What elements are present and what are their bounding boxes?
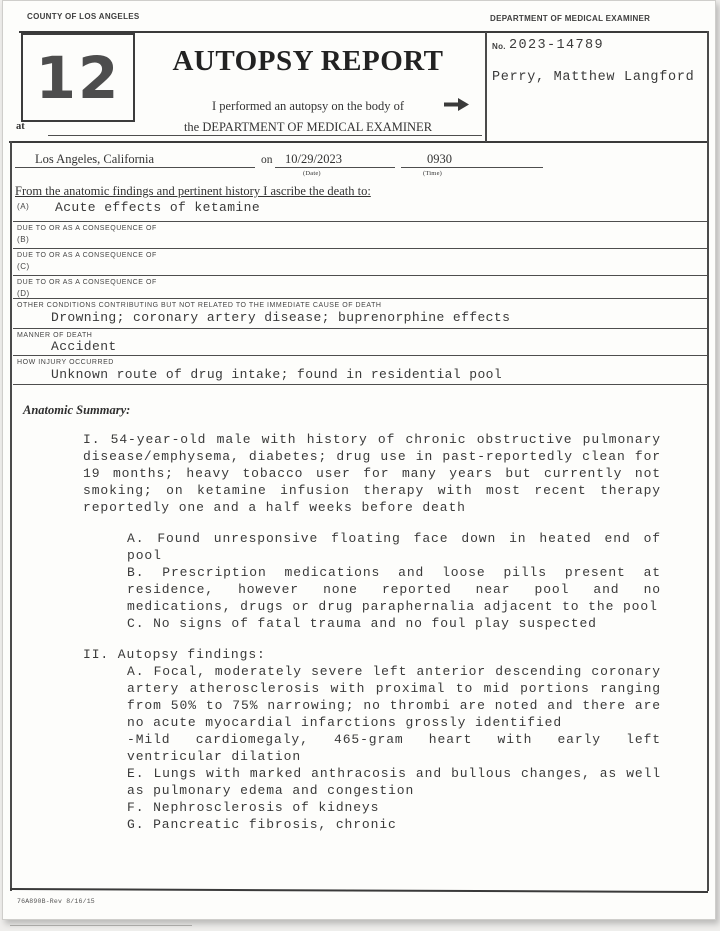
ascribe-line: From the anatomic findings and pertinent history I ascribe the death to: [15,184,371,198]
case-number: 2023-14789 [509,38,605,53]
summary-item: II. Autopsy findings: [83,647,266,662]
report-title: AUTOPSY REPORT [172,45,444,77]
due-to-label-b: DUE TO OR AS A CONSEQUENCE OF [17,225,157,232]
at-label: at [16,121,25,132]
divider [13,328,709,329]
divider [13,355,709,356]
cause-c-label: (C) [17,262,30,271]
scan-artifact-line [10,925,192,926]
divider [13,221,709,222]
time-value: 0930 [427,152,452,166]
summary-item: C. No signs of fatal trauma and no foul play suspected [127,616,597,631]
header-bottom-divider [9,141,709,143]
manner-of-death-label: MANNER OF DEATH [17,332,93,339]
how-injury-value: Unknown route of drug intake; found in residential pool [51,367,503,382]
summary-item: B. Prescription medications and loose pills present at residence, however none reported near pool and no medications, drugs or drug paraphernalia adjacent to the pool [127,565,661,614]
how-injury-label: HOW INJURY OCCURRED [17,359,114,366]
decedent-name: Perry, Matthew Langford [492,70,695,85]
performed-line: I performed an autopsy on the body of [212,99,404,113]
case-number-label: No. [492,42,506,51]
summary-item: I. 54-year-old male with history of chronic obstructive pulmonary disease/emphysema, diabetes; drug use in past-reportedly clean for 19 months; heavy tobacco user for many years but currently not smoking; on ketamine infusion therapy with most recent therapy reportedly one and a half weeks before death [83,432,661,515]
summary-item: A. Found unresponsive floating face down in heated end of pool [127,531,661,563]
cause-a-label: (A) [17,202,30,211]
due-to-label-c: DUE TO OR AS A CONSEQUENCE OF [17,252,157,259]
summary-item: E. Lungs with marked anthracosis and bullous changes, as well as pulmonary edema and congestion [127,766,661,798]
due-to-label-d: DUE TO OR AS A CONSEQUENCE OF [17,279,157,286]
form-footer: 76A890B-Rev 8/16/15 [17,898,95,905]
form-number-box [21,33,135,122]
date-caption: (Date) [303,170,321,177]
form-right-border [707,31,709,891]
cause-b-label: (B) [17,235,30,244]
location-text: Los Angeles, California [35,152,155,166]
summary-item: -Mild cardiomegaly, 465-gram heart with early left ventricular dilation [127,732,661,764]
divider [13,384,709,385]
other-conditions-label: OTHER CONDITIONS CONTRIBUTING BUT NOT RELATED TO THE IMMEDIATE CAUSE OF DEATH [17,302,382,309]
date-underline [275,167,395,168]
at-underline [48,135,482,136]
cause-d-label: (D) [17,289,30,298]
on-label: on [261,154,273,166]
time-caption: (Time) [423,170,443,177]
divider [13,275,709,276]
form-bottom-border [10,888,708,893]
summary-item: A. Focal, moderately severe left anterior descending coronary artery atherosclerosis with proximal to mid portions ranging from 50% to 75% narrowing; no thrombi are noted and there are no acute myocardial infarctions grossly identified [127,664,661,730]
summary-item: G. Pancreatic fibrosis, chronic [127,817,397,832]
case-box-divider [485,32,487,142]
time-underline [401,167,543,168]
cause-a-value: Acute effects of ketamine [55,200,261,215]
anatomic-summary-label: Anatomic Summary: [23,403,131,417]
other-conditions-value: Drowning; coronary artery disease; buprenorphine effects [51,310,511,325]
department-label: DEPARTMENT OF MEDICAL EXAMINER [490,14,651,23]
divider [13,248,709,249]
right-arrow-icon [444,98,469,111]
manner-of-death-value: Accident [51,339,117,354]
summary-item: F. Nephrosclerosis of kidneys [127,800,380,815]
department-line: the DEPARTMENT OF MEDICAL EXAMINER [183,120,433,134]
location-underline [15,167,255,168]
form-left-border [10,141,12,891]
county-label: COUNTY OF LOS ANGELES [27,12,140,21]
form-number: 12 [35,43,121,112]
divider [13,298,709,299]
autopsy-report-page [2,0,716,920]
anatomic-summary-body [83,431,661,833]
date-value: 10/29/2023 [285,152,342,166]
